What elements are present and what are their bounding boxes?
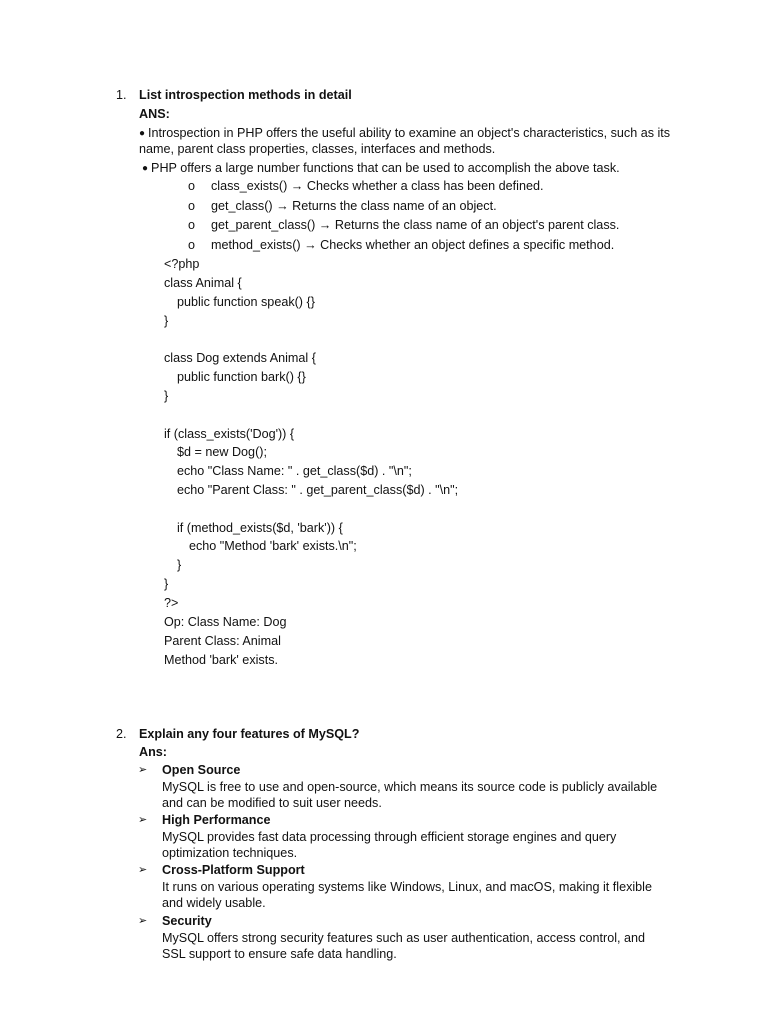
bullet-dot-icon: ● bbox=[142, 163, 149, 174]
code-line: class Animal { bbox=[164, 276, 242, 290]
feature-description: It runs on various operating systems like Windows, Linux, and macOS, making it flexible bbox=[162, 880, 652, 894]
code-line: } bbox=[164, 314, 169, 328]
code-line: ?> bbox=[164, 596, 179, 610]
arrow-bullet-icon: ➢ bbox=[138, 814, 148, 826]
question-1-number: 1. bbox=[116, 88, 127, 102]
sub-list-item: method_exists() → Checks whether an object defines a specific method. bbox=[211, 238, 615, 252]
code-line: <?php bbox=[164, 257, 200, 271]
sub-list-item: get_class() → Returns the class name of an object. bbox=[211, 199, 497, 213]
feature-description: SSL support to ensure safe data handling. bbox=[162, 947, 397, 961]
question-1-ans-label: ANS: bbox=[139, 107, 170, 121]
feature-description: and can be modified to suit user needs. bbox=[162, 796, 382, 810]
bullet-text: PHP offers a large number functions that can be used to accomplish the above task. bbox=[151, 161, 620, 175]
output-line: Parent Class: Animal bbox=[164, 634, 281, 648]
code-line: echo "Method 'bark' exists.\n"; bbox=[189, 539, 357, 553]
bullet-dot-icon: ● bbox=[139, 128, 146, 139]
sub-bullet-o-icon: o bbox=[188, 238, 196, 252]
bullet-text-continued: name, parent class properties, classes, interfaces and methods. bbox=[139, 142, 496, 156]
output-line: Op: Class Name: Dog bbox=[164, 615, 287, 629]
arrow-bullet-icon: ➢ bbox=[138, 864, 148, 876]
code-line: $d = new Dog(); bbox=[177, 445, 267, 459]
code-line: echo "Parent Class: " . get_parent_class($d) . "\n"; bbox=[177, 483, 459, 497]
feature-title: High Performance bbox=[162, 813, 271, 827]
bullet-item bbox=[139, 125, 670, 142]
feature-description: and widely usable. bbox=[162, 896, 266, 910]
arrow-bullet-icon: ➢ bbox=[138, 915, 148, 927]
feature-description: MySQL offers strong security features such as user authentication, access control, and bbox=[162, 931, 646, 945]
sub-list-item: get_parent_class() → Returns the class name of an object's parent class. bbox=[211, 218, 620, 232]
question-1-title: List introspection methods in detail bbox=[139, 88, 352, 102]
code-line: } bbox=[164, 577, 169, 591]
bullet-item bbox=[142, 160, 620, 177]
code-line: class Dog extends Animal { bbox=[164, 351, 316, 365]
sub-bullet-o-icon: o bbox=[188, 179, 196, 193]
feature-description: MySQL is free to use and open-source, which means its source code is publicly available bbox=[162, 780, 658, 794]
code-line: } bbox=[164, 389, 169, 403]
feature-title: Security bbox=[162, 914, 212, 928]
code-line: public function speak() {} bbox=[177, 295, 315, 309]
bullet-text: Introspection in PHP offers the useful ability to examine an object's characteristics, such as its bbox=[148, 126, 671, 140]
code-line: } bbox=[177, 558, 182, 572]
code-line: if (method_exists($d, 'bark')) { bbox=[177, 521, 343, 535]
feature-title: Cross-Platform Support bbox=[162, 863, 305, 877]
question-2-ans-label: Ans: bbox=[139, 745, 167, 759]
question-2-number: 2. bbox=[116, 727, 127, 741]
feature-description: optimization techniques. bbox=[162, 846, 298, 860]
sub-bullet-o-icon: o bbox=[188, 199, 196, 213]
sub-bullet-o-icon: o bbox=[188, 218, 196, 232]
output-line: Method 'bark' exists. bbox=[164, 653, 279, 667]
code-line: if (class_exists('Dog')) { bbox=[164, 427, 295, 441]
feature-title: Open Source bbox=[162, 763, 241, 777]
arrow-bullet-icon: ➢ bbox=[138, 764, 148, 776]
feature-description: MySQL provides fast data processing through efficient storage engines and query bbox=[162, 830, 617, 844]
code-line: echo "Class Name: " . get_class($d) . "\n"; bbox=[177, 464, 412, 478]
code-line: public function bark() {} bbox=[177, 370, 306, 384]
question-2-title: Explain any four features of MySQL? bbox=[139, 727, 360, 741]
sub-list-item: class_exists() → Checks whether a class has been defined. bbox=[211, 179, 544, 193]
